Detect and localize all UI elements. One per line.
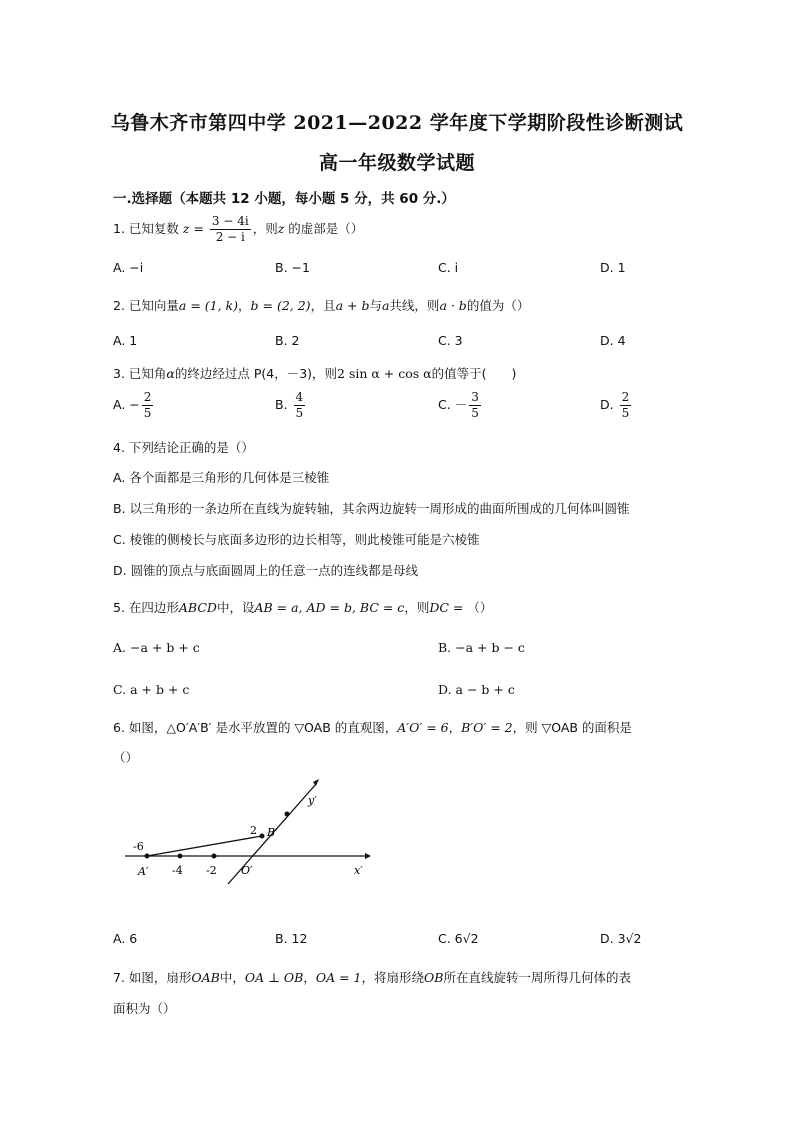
- q5-option-b: B. −a + b − c: [438, 640, 525, 655]
- q1-fraction: [210, 214, 251, 245]
- q3-alpha: α: [166, 366, 175, 381]
- q5-quad: ABCD: [178, 600, 217, 615]
- exam-subtitle: 高一年级数学试题: [318, 152, 475, 174]
- q5-text-a: 5. 在四边形: [113, 600, 179, 615]
- q4-option-c: C. 棱锥的侧棱长与底面多边形的边长相等，则此棱锥可能是六棱锥: [113, 532, 480, 547]
- q3-b-label: B.: [275, 397, 288, 412]
- label-o-prime: O′: [241, 864, 253, 877]
- q7-expr2: OA = 1: [315, 970, 362, 985]
- q3-expr: 2 sin α + cos α: [337, 366, 432, 381]
- q6-option-b: B. 12: [275, 931, 308, 946]
- q2-text-c: 与: [369, 298, 382, 313]
- q7-line-2: 面积为（）: [113, 1001, 176, 1016]
- q1-prefix: 1. 已知复数: [113, 221, 179, 236]
- q1-option-c: C. i: [438, 260, 459, 275]
- q3-d-den: 5: [621, 406, 630, 420]
- x-axis-arrow: [365, 853, 371, 859]
- q2-dot: a · b: [439, 298, 467, 313]
- label-minus4: -4: [172, 864, 183, 877]
- q2-text-b: ，且: [310, 298, 336, 313]
- q3-option-c: [438, 390, 483, 421]
- label-y-prime: y′: [308, 794, 317, 807]
- q3-c-fraction: [469, 390, 481, 421]
- section-heading: 一.选择题（本题共 12 小题，每小题 5 分，共 60 分.）: [113, 191, 455, 207]
- q5-option-d: D. a − b + c: [438, 682, 515, 697]
- q3-d-num: 2: [621, 390, 630, 404]
- q3-b-fraction: [294, 390, 306, 421]
- q4-option-d: D. 圆锥的顶点与底面圆周上的任意一点的连线都是母线: [113, 563, 419, 578]
- q1-option-d: D. 1: [600, 260, 626, 275]
- q3-a-den: 5: [143, 406, 152, 420]
- q7-expr1: OA ⊥ OB: [244, 970, 304, 985]
- q3-a-num: 2: [143, 390, 152, 404]
- label-a-prime: A′: [138, 865, 149, 878]
- label-minus6-top: -6: [133, 840, 144, 853]
- question-5: [113, 598, 492, 616]
- q2-text-e: 的值为（）: [466, 298, 530, 313]
- q3-b-den: 5: [295, 406, 304, 420]
- q5-text-d: = （）: [448, 600, 493, 615]
- q3-c-sign: －: [454, 397, 468, 412]
- q3-a-fraction: [142, 390, 154, 421]
- q7-oab: OAB: [191, 970, 220, 985]
- q5-expr: AB = a, AD = b, BC = c: [254, 600, 405, 615]
- q3-text-b: 的终边经过点 P(4，－3)，则: [174, 366, 338, 381]
- q2-option-c: C. 3: [438, 333, 463, 348]
- q5-dc: DC: [429, 600, 449, 615]
- question-2: [113, 296, 529, 314]
- q1-eq: =: [189, 221, 208, 236]
- q3-a-sign: −: [129, 397, 140, 412]
- q2-option-b: B. 2: [275, 333, 300, 348]
- q7-text-b: 中，: [219, 970, 245, 985]
- q6-expr1: A′O′ = 6: [397, 720, 449, 735]
- label-2: 2: [250, 824, 257, 837]
- q7-text-a: 7. 如图，扇形: [113, 970, 192, 985]
- segment-a-b: [147, 836, 262, 856]
- point-m4: [178, 854, 183, 859]
- q3-a-label: A.: [113, 397, 126, 412]
- q1-var: z: [182, 221, 190, 236]
- q7-text-d: 所在直线旋转一周所得几何体的表: [443, 970, 631, 985]
- q3-text-c: 的值等于( ): [431, 366, 517, 381]
- point-a: [145, 854, 150, 859]
- q3-option-a: [113, 390, 155, 421]
- label-b-prime: B′: [267, 826, 278, 839]
- point-b: [260, 834, 265, 839]
- q5-text-b: 中，设: [216, 600, 255, 615]
- y-axis-arrow: [313, 779, 319, 786]
- q6-figure: [120, 776, 380, 886]
- q4-option-b: B. 以三角形的一条边所在直线为旋转轴，其余两边旋转一周形成的曲面所围成的几何体叫圆锥: [113, 501, 630, 516]
- question-1: [113, 214, 363, 245]
- exam-title: 乌鲁木齐市第四中学 2021—2022 学年度下学期阶段性诊断测试: [110, 112, 684, 134]
- q1-option-a: A. −i: [113, 260, 144, 275]
- label-x-prime: x′: [354, 864, 363, 877]
- q1-option-b: B. −1: [275, 260, 310, 275]
- q6-option-c: C. 6√2: [438, 931, 479, 946]
- q1-denominator: 2 − i: [215, 230, 245, 244]
- q3-option-d: [600, 390, 633, 421]
- label-minus2: -2: [206, 864, 217, 877]
- question-6: [113, 718, 632, 736]
- q7-ob: OB: [424, 970, 444, 985]
- q3-d-label: D.: [600, 397, 614, 412]
- q3-option-b: [275, 390, 307, 421]
- q1-suffix: ，则: [252, 221, 278, 236]
- q2-sep: ，: [238, 298, 251, 313]
- q6-expr2: B′O′ = 2: [461, 720, 513, 735]
- q2-text-d: 共线，则: [389, 298, 440, 313]
- q6-option-d: D. 3√2: [600, 931, 642, 946]
- q1-suffix-end: 的虚部是（）: [284, 221, 364, 236]
- q6-option-a: A. 6: [113, 931, 138, 946]
- q2-option-a: A. 1: [113, 333, 138, 348]
- q5-option-c: C. a + b + c: [113, 682, 190, 697]
- q4-option-a: A. 各个面都是三角形的几何体是三棱锥: [113, 470, 330, 485]
- point-m2: [212, 854, 217, 859]
- q2-a: a: [381, 298, 390, 313]
- q6-text-a: 6. 如图，△O′A′B′ 是水平放置的 ▽OAB 的直观图，: [113, 720, 398, 735]
- q1-suffix-var: z: [277, 221, 285, 236]
- q2-option-d: D. 4: [600, 333, 626, 348]
- q3-d-fraction: [620, 390, 632, 421]
- q2-sum: a + b: [335, 298, 370, 313]
- q3-c-label: C.: [438, 397, 451, 412]
- q2-vector-b: b = (2, 2): [250, 298, 311, 313]
- question-3: [113, 364, 516, 382]
- q6-text-b: ，则 ▽OAB 的面积是: [512, 720, 632, 735]
- point-y-unit: [285, 812, 290, 817]
- q3-b-num: 4: [295, 390, 304, 404]
- question-4: 4. 下列结论正确的是（）: [113, 440, 254, 455]
- q1-numerator: 3 − 4i: [211, 214, 249, 228]
- q3-c-num: 3: [471, 390, 479, 404]
- q3-text-a: 3. 已知角: [113, 366, 167, 381]
- q2-vector-a: a = (1, k): [178, 298, 239, 313]
- q6-paren: （）: [113, 750, 139, 765]
- q3-c-den: 5: [471, 406, 479, 420]
- q7-text-c: ，将扇形绕: [361, 970, 424, 985]
- q2-text-a: 2. 已知向量: [113, 298, 179, 313]
- q7-sep: ，: [303, 970, 316, 985]
- q6-sep: ，: [448, 720, 462, 735]
- q5-text-c: ，则: [404, 600, 430, 615]
- question-7: [113, 968, 631, 986]
- q5-option-a: A. −a + b + c: [113, 640, 200, 655]
